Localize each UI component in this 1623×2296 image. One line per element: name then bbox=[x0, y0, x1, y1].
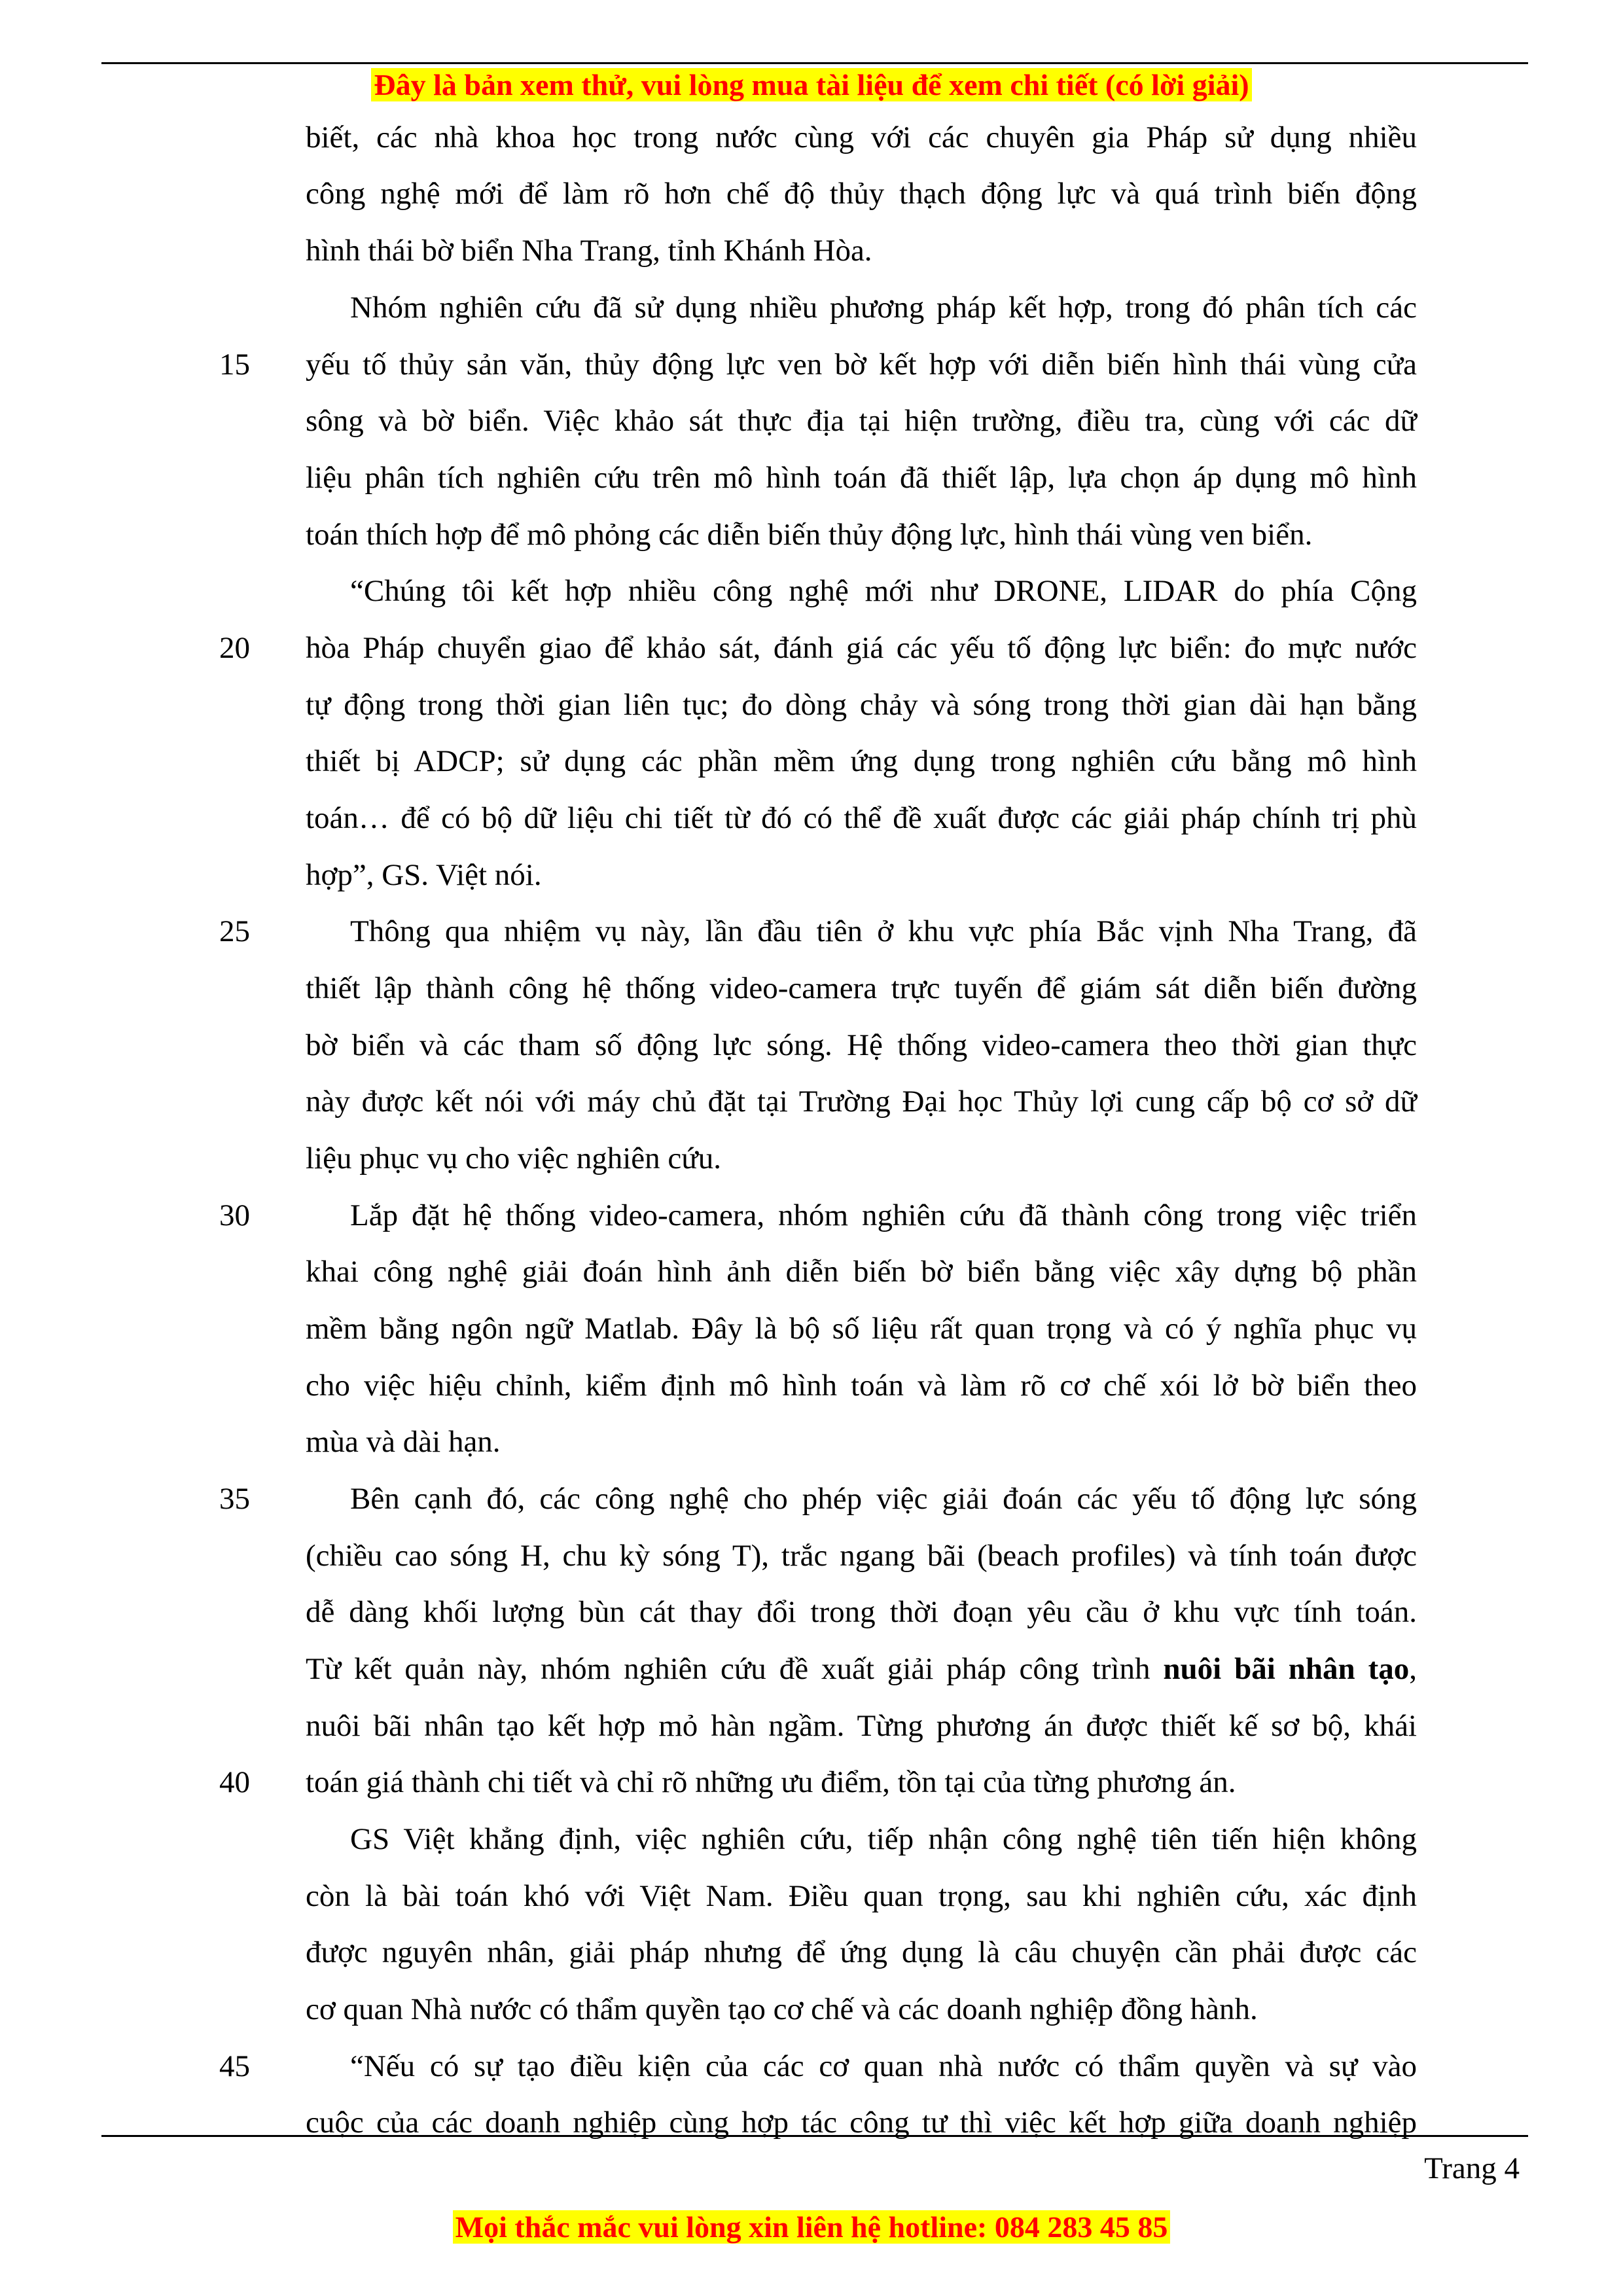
text-line: khai công nghệ giải đoán hình ảnh diễn biến bờ biển bằng việc xây dựng bộ phần bbox=[306, 1255, 1417, 1289]
bold-term: nuôi bãi nhân tạo bbox=[1163, 1652, 1410, 1686]
text-line: Lắp đặt hệ thống video-camera, nhóm nghiên cứu đã thành công trong việc triển bbox=[350, 1198, 1417, 1232]
text-line: được nguyên nhân, giải pháp nhưng để ứng dụng là câu chuyện cần phải được các bbox=[306, 1935, 1417, 1969]
text-line: Nhóm nghiên cứu đã sử dụng nhiều phương pháp kết hợp, trong đó phân tích các bbox=[350, 291, 1417, 325]
footer-rule bbox=[101, 2135, 1528, 2137]
text-line: liệu phân tích nghiên cứu trên mô hình toán đã thiết lập, lựa chọn áp dụng mô hình bbox=[306, 461, 1417, 495]
text-line: hợp”, GS. Việt nói. bbox=[306, 858, 542, 892]
text-line: hình thái bờ biển Nha Trang, tỉnh Khánh Hòa. bbox=[306, 234, 872, 268]
text-line: “Nếu có sự tạo điều kiện của các cơ quan nhà nước có thẩm quyền và sự vào bbox=[350, 2049, 1417, 2083]
text-line: cho việc hiệu chỉnh, kiểm định mô hình toán và làm rõ cơ chế xói lở bờ biển theo bbox=[306, 1369, 1417, 1403]
text-line: liệu phục vụ cho việc nghiên cứu. bbox=[306, 1141, 721, 1175]
text-line: Thông qua nhiệm vụ này, lần đầu tiên ở khu vực phía Bắc vịnh Nha Trang, đã bbox=[350, 914, 1417, 948]
hotline-banner bbox=[0, 2209, 1623, 2246]
line-number: 25 bbox=[219, 914, 250, 948]
text-line: toán… để có bộ dữ liệu chi tiết từ đó có thể đề xuất được các giải pháp chính trị phù bbox=[306, 801, 1417, 835]
text-line: “Chúng tôi kết hợp nhiều công nghệ mới như DRONE, LIDAR do phía Cộng bbox=[350, 574, 1417, 608]
text-line: dễ dàng khối lượng bùn cát thay đổi trong thời đoạn yêu cầu ở khu vực tính toán. bbox=[306, 1595, 1417, 1629]
text-line: bờ biển và các tham số động lực sóng. Hệ thống video-camera theo thời gian thực bbox=[306, 1028, 1417, 1062]
text-line: hòa Pháp chuyển giao để khảo sát, đánh giá các yếu tố động lực biển: đo mực nước bbox=[306, 631, 1417, 665]
text-line: thiết lập thành công hệ thống video-camera trực tuyến để giám sát diễn biến đường bbox=[306, 971, 1417, 1005]
text-line: yếu tố thủy sản văn, thủy động lực ven bờ kết hợp với diễn biến hình thái vùng cửa bbox=[306, 348, 1417, 382]
text-line: toán thích hợp để mô phỏng các diễn biến thủy động lực, hình thái vùng ven biển. bbox=[306, 518, 1313, 552]
line-number: 40 bbox=[219, 1765, 250, 1799]
text-line: nuôi bãi nhân tạo kết hợp mỏ hàn ngầm. Từng phương án được thiết kế sơ bộ, khái bbox=[306, 1709, 1417, 1743]
text-line: công nghệ mới để làm rõ hơn chế độ thủy thạch động lực và quá trình biến động bbox=[306, 177, 1417, 211]
line-number: 45 bbox=[219, 2049, 250, 2083]
text-run: Từ kết quản này, nhóm nghiên cứu đề xuất giải pháp công trình bbox=[306, 1652, 1164, 1686]
text-line: biết, các nhà khoa học trong nước cùng với các chuyên gia Pháp sử dụng nhiều bbox=[306, 120, 1417, 154]
header-rule bbox=[101, 62, 1528, 64]
line-number: 30 bbox=[219, 1198, 250, 1232]
text-line: này được kết nói với máy chủ đặt tại Trường Đại học Thủy lợi cung cấp bộ cơ sở dữ bbox=[306, 1085, 1417, 1119]
line-number: 15 bbox=[219, 348, 250, 382]
text-line: sông và bờ biển. Việc khảo sát thực địa tại hiện trường, điều tra, cùng với các dữ bbox=[306, 404, 1417, 438]
text-line: mùa và dài hạn. bbox=[306, 1425, 501, 1459]
text-line: mềm bằng ngôn ngữ Matlab. Đây là bộ số liệu rất quan trọng và có ý nghĩa phục vụ bbox=[306, 1312, 1417, 1346]
text-line: tự động trong thời gian liên tục; đo dòng chảy và sóng trong thời gian dài hạn bằng bbox=[306, 688, 1417, 722]
text-line: toán giá thành chi tiết và chỉ rõ những ưu điểm, tồn tại của từng phương án. bbox=[306, 1765, 1236, 1799]
text-line: (chiều cao sóng H, chu kỳ sóng T), trắc ngang bãi (beach profiles) và tính toán được bbox=[306, 1539, 1417, 1573]
text-line: thiết bị ADCP; sử dụng các phần mềm ứng dụng trong nghiên cứu bằng mô hình bbox=[306, 744, 1417, 778]
preview-notice-text: Đây là bản xem thử, vui lòng mua tài liệu để xem chi tiết (có lời giải) bbox=[371, 68, 1251, 101]
text-line: cuộc của các doanh nghiệp cùng hợp tác công tư thì việc kết hợp giữa doanh nghiệp bbox=[306, 2106, 1417, 2140]
text-line: cơ quan Nhà nước có thẩm quyền tạo cơ chế và các doanh nghiệp đồng hành. bbox=[306, 1992, 1258, 2026]
line-number: 20 bbox=[219, 631, 250, 665]
page-number: Trang 4 bbox=[1424, 2151, 1520, 2185]
text-line: Bên cạnh đó, các công nghệ cho phép việc giải đoán các yếu tố động lực sóng bbox=[350, 1482, 1417, 1516]
line-number: 35 bbox=[219, 1482, 250, 1516]
text-line: còn là bài toán khó với Việt Nam. Điều quan trọng, sau khi nghiên cứu, xác định bbox=[306, 1879, 1417, 1913]
text-run: , bbox=[1409, 1652, 1417, 1686]
text-line: GS Việt khẳng định, việc nghiên cứu, tiếp nhận công nghệ tiên tiến hiện không bbox=[350, 1822, 1417, 1856]
text-line-with-bold bbox=[306, 1651, 1417, 1708]
hotline-text: Mọi thắc mắc vui lòng xin liên hệ hotline: 084 283 45 85 bbox=[453, 2210, 1171, 2244]
preview-notice-banner bbox=[0, 67, 1623, 103]
